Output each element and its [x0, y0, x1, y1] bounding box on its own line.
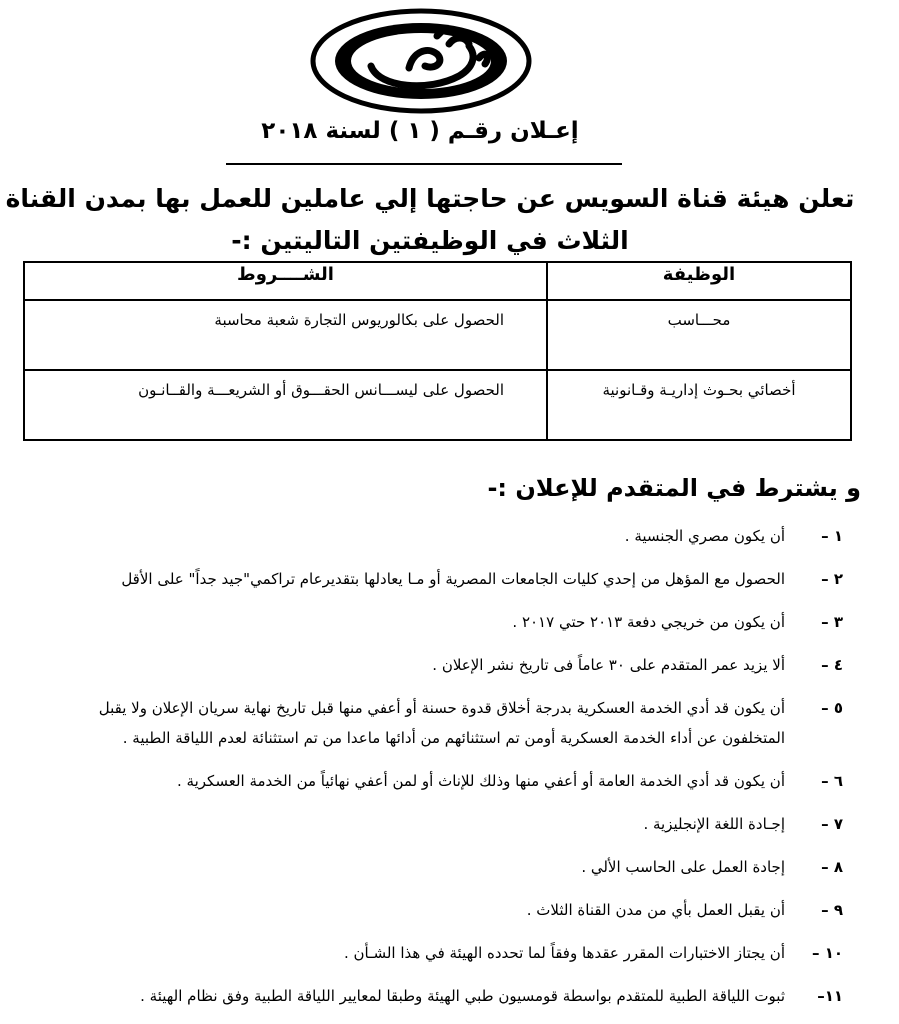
item-text: أن يقبل العمل بأي من مدن القناة الثلاث .: [526, 901, 785, 919]
announcement-intro: تعلن هيئة قناة السويس عن حاجتها إلي عاملين للعمل بها بمدن القناة الثلاث في الوظيفتين التاليتين :-: [5, 184, 855, 255]
table-row: [24, 300, 851, 370]
header-job: الوظيفة: [547, 262, 851, 300]
item-text: إجـادة اللغة الإنجليزية .: [643, 815, 785, 833]
header-conditions: الشــــروط: [24, 262, 547, 300]
item-number: ٢ –: [821, 570, 843, 588]
table-row: [24, 370, 851, 440]
list-item: [43, 895, 843, 925]
job-title: محـــاسب: [547, 300, 851, 370]
job-condition: الحصول على ليســـانس الحقـــوق أو الشريعـــة والقــانـون: [24, 370, 547, 440]
title-underline: [226, 163, 622, 165]
job-title: أخصائي بحـوث إداريـة وقـانونية: [547, 370, 851, 440]
job-condition: الحصول على بكالوريوس التجارة شعبة محاسبة: [24, 300, 547, 370]
item-number: ١٠ –: [811, 944, 843, 962]
item-text: إجادة العمل على الحاسب الألي .: [581, 858, 785, 876]
list-item: [43, 650, 843, 680]
item-text: أن يكون قد أدي الخدمة العسكرية بدرجة أخلاق قدوة حسنة أو أعفي منها قبل تاريخ نهاية سريان الإعلان ولا يقبل المتخلفون عن أداء الخدمة العسكرية أومن تم استثنائهم من أدائها ماعدا من تم استثنائة لعدم اللياقة الطبية .: [98, 699, 785, 747]
list-item: [43, 852, 843, 882]
list-item: [43, 809, 843, 839]
suez-canal-authority-logo: [309, 6, 533, 116]
item-number: ٣ –: [821, 613, 843, 631]
item-text: ثبوت اللياقة الطبية للمتقدم بواسطة قومسيون طبي الهيئة وطبقا لمعايير اللياقة الطبية وفق نظام الهيئة .: [140, 987, 785, 1005]
item-text: أن يكون من خريجي دفعة ٢٠١٣ حتي ٢٠١٧ .: [512, 613, 785, 631]
item-number: ١١–: [817, 987, 843, 1005]
list-item: [43, 564, 843, 594]
item-number: ١ –: [821, 527, 843, 545]
item-number: ٨ –: [821, 858, 843, 876]
list-item: [43, 693, 843, 753]
announcement-number: إعـلان رقـم ( ١ ) لسنة ٢٠١٨: [261, 118, 579, 144]
list-item: [43, 607, 843, 637]
requirements-heading: و يشترط في المتقدم للإعلان :-: [487, 474, 861, 502]
list-item: [43, 521, 843, 551]
table-header-row: [24, 262, 851, 300]
jobs-table: [23, 261, 852, 441]
item-number: ٦ –: [821, 772, 843, 790]
item-number: ٧ –: [821, 815, 843, 833]
item-text: أن يجتاز الاختبارات المقرر عقدها وفقاً لما تحدده الهيئة في هذا الشـأن .: [343, 944, 785, 962]
item-number: ٤ –: [821, 656, 843, 674]
list-item: [43, 938, 843, 968]
item-text: الحصول مع المؤهل من إحدي كليات الجامعات المصرية أو مـا يعادلها بتقديرعام تراكمي"جيد جداً" على الأقل: [121, 570, 785, 588]
list-item: [43, 766, 843, 796]
requirements-list: [43, 521, 843, 1024]
item-number: ٥ –: [821, 699, 843, 717]
item-number: ٩ –: [821, 901, 843, 919]
item-text: أن يكون مصري الجنسية .: [624, 527, 785, 545]
item-text: ألا يزيد عمر المتقدم على ٣٠ عاماً فى تاريخ نشر الإعلان .: [432, 656, 785, 674]
list-item: [43, 981, 843, 1011]
item-text: أن يكون قد أدي الخدمة العامة أو أعفي منها وذلك للإناث أو لمن أعفي نهائياً من الخدمة العسكرية .: [177, 772, 785, 790]
